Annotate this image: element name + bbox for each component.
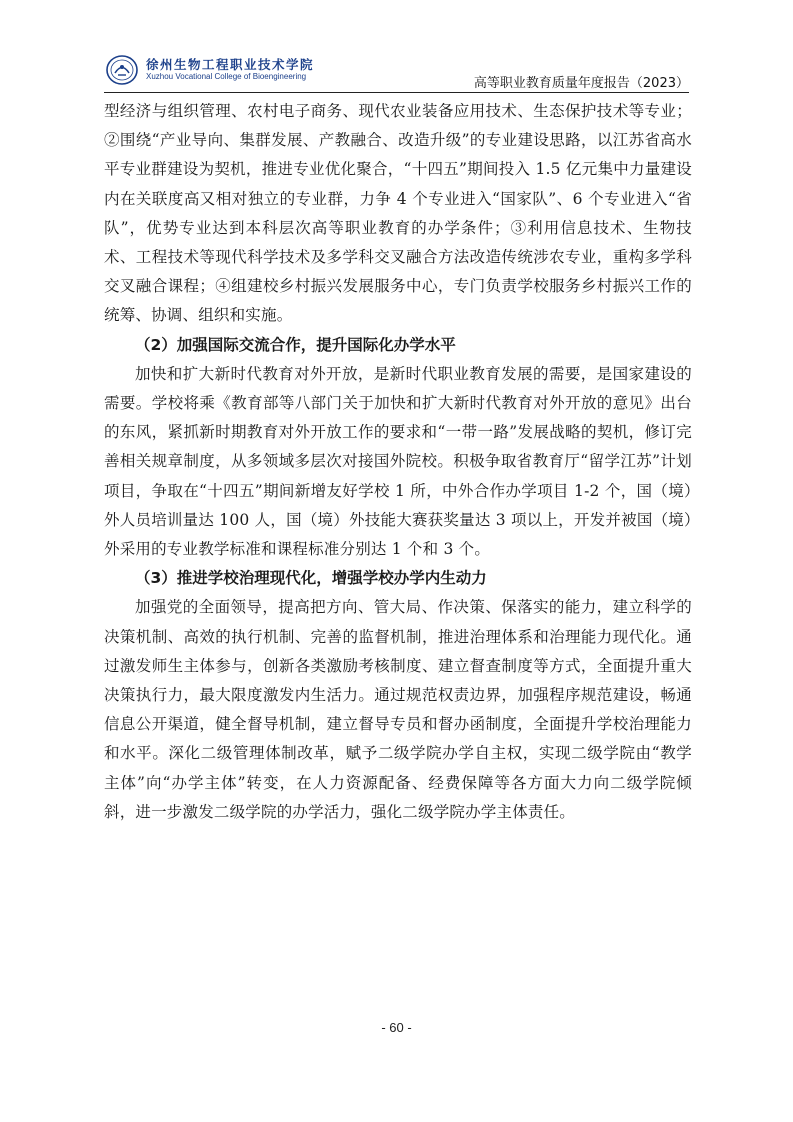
section-heading-2: （2）加强国际交流合作，提升国际化办学水平 [135,335,456,354]
school-name-cn: 徐州生物工程职业技术学院 [146,57,315,72]
section-heading-3: （3）推进学校治理现代化，增强学校办学内生动力 [135,569,487,588]
paragraph-1: 型经济与组织管理、农村电子商务、现代农业装备应用技术、生态保护技术等专业；②围绕“产业导向、集群发展、产教融合、改造升级”的专业建设思路，以江苏省高水平专业群建设为契机，推进专业优化聚合，“十四五”期间投入 1.5 亿元集中力量建设内在关联度高又相对独立的专业群，力争 4 个专业进入“国家队”、6 个专业进入“省队”，优势专业达到本科层次高等职业教育的办学条件；③利用信息技术、生物技术、工程技术等现代科学技术及多学科交叉融合方法改造传统涉农专业，重构多学科交叉融合课程；④组建校乡村振兴发展服务中心，专门负责学校服务乡村振兴工作的统筹、协调、组织和实施。 [104,102,692,325]
college-logo-icon [106,54,138,86]
report-title: 高等职业教育质量年度报告（2023） [473,76,689,91]
page-number: - 60 - [381,1020,412,1035]
document-body [104,97,692,827]
page-header [104,52,689,93]
paragraph-3: 加强党的全面领导，提高把方向、管大局、作决策、保落实的能力，建立科学的决策机制、高效的执行机制、完善的监督机制，推进治理体系和治理能力现代化。通过激发师生主体参与，创新各类激励考核制度、建立督查制度等方式，全面提升重大决策执行力，最大限度激发内生活力。通过规范权责边界，加强程序规范建设，畅通信息公开渠道，健全督导机制，建立督导专员和督办函制度，全面提升学校治理能力和水平。深化二级管理体制改革，赋予二级学院办学自主权，实现二级学院由“教学主体”向“办学主体”转变，在人力资源配备、经费保障等各方面大力向二级学院倾斜，进一步激发二级学院的办学活力，强化二级学院办学主体责任。 [104,598,692,821]
school-name-en: Xuzhou Vocational College of Bioengineering [146,72,307,81]
paragraph-2: 加快和扩大新时代教育对外开放，是新时代职业教育发展的需要，是国家建设的需要。学校将乘《教育部等八部门关于加快和扩大新时代教育对外开放的意见》出台的东风，紧抓新时期教育对外开放工作的要求和“一带一路”发展战略的契机，修订完善相关规章制度，从多领域多层次对接国外院校。积极争取省教育厅“留学江苏”计划项目，争取在“十四五”期间新增友好学校 1 所，中外合作办学项目 1-2 个，国（境）外人员培训量达 100 人，国（境）外技能大赛获奖量达 3 项以上，开发并被国（境）外采用的专业教学标准和课程标准分别达 1 个和 3 个。 [104,364,692,559]
